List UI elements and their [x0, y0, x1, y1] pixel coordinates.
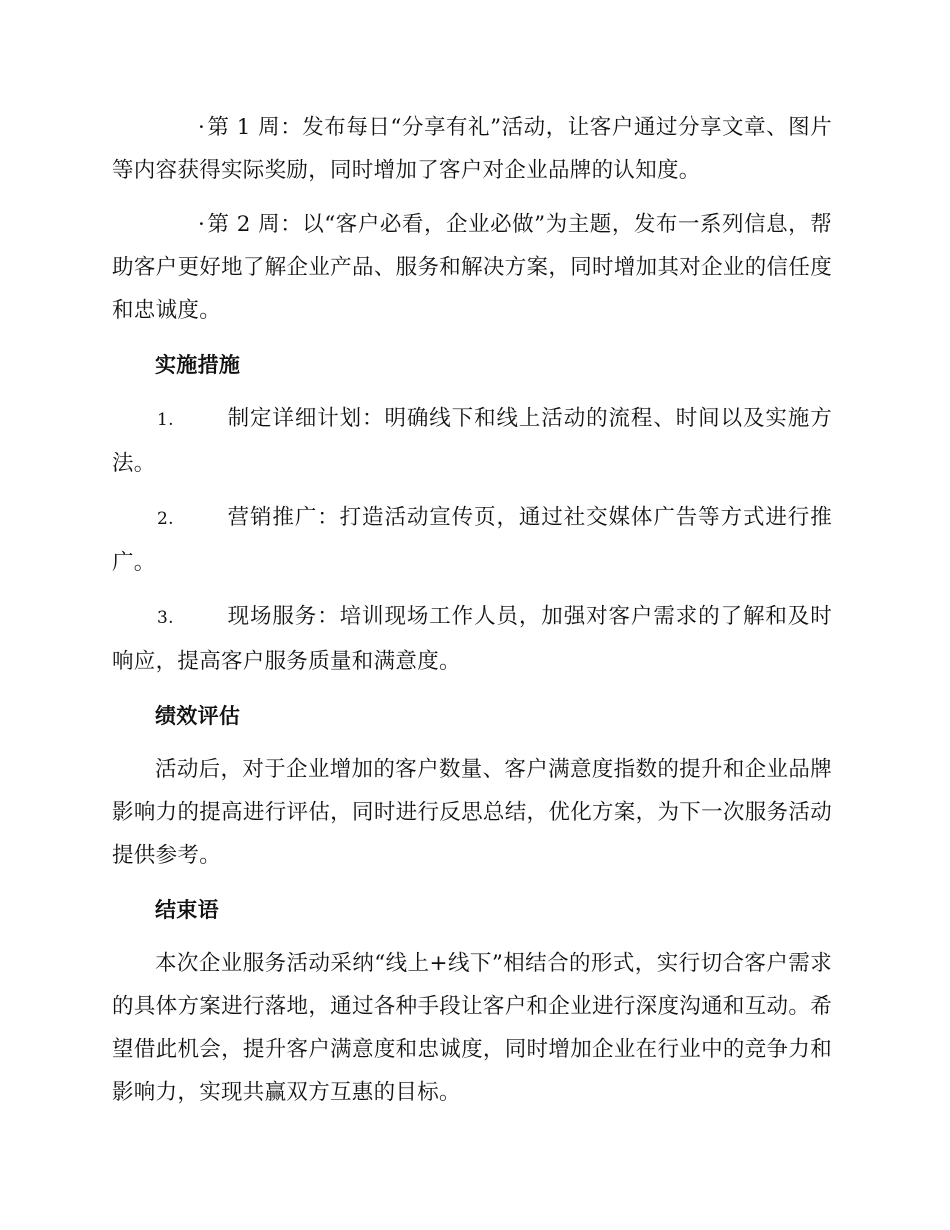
item-text: 现场服务：培训现场工作人员，加强对客户需求的了解和及时响应，提高客户服务质量和满意度。	[112, 604, 832, 674]
item-number: 2.	[157, 509, 174, 529]
bullet-mark: ·	[198, 212, 206, 237]
evaluation-paragraph: 活动后，对于企业增加的客户数量、客户满意度指数的提升和企业品牌影响力的提高进行评估，同时进行反思总结，优化方案，为下一次服务活动提供参考。	[112, 757, 832, 868]
measure-item-3	[112, 595, 832, 683]
bullet-mark: ·	[198, 115, 206, 140]
item-number: 1.	[157, 410, 174, 430]
bullet-week-2	[112, 203, 832, 332]
section-heading-evaluation: 绩效评估	[155, 703, 241, 728]
item-number: 3.	[157, 608, 174, 628]
conclusion-paragraph: 本次企业服务活动采纳“线上+线下”相结合的形式，实行切合客户需求的具体方案进行落地，通过各种手段让客户和企业进行深度沟通和互动。希望借此机会，提升客户满意度和忠诚度，同时增加企业在行业中的竞争力和影响力，实现共赢双方互惠的目标。	[112, 951, 832, 1105]
item-text: 营销推广：打造活动宣传页，通过社交媒体广告等方式进行推广。	[112, 505, 832, 575]
document-page	[112, 106, 832, 1125]
bullet-text: 第 1 周：发布每日“分享有礼”活动，让客户通过分享文章、图片等内容获得实际奖励，同时增加了客户对企业品牌的认知度。	[112, 115, 832, 183]
bullet-text: 第 2 周：以“客户必看，企业必做”为主题，发布一系列信息，帮助客户更好地了解企业产品、服务和解决方案，同时增加其对企业的信任度和忠诚度。	[112, 212, 832, 323]
bullet-week-1	[112, 106, 832, 192]
section-heading-conclusion: 结束语	[155, 897, 219, 922]
section-heading-measures: 实施措施	[155, 352, 241, 377]
item-text: 制定详细计划：明确线下和线上活动的流程、时间以及实施方法。	[112, 406, 832, 476]
measure-item-1	[112, 397, 832, 485]
measure-item-2	[112, 496, 832, 584]
